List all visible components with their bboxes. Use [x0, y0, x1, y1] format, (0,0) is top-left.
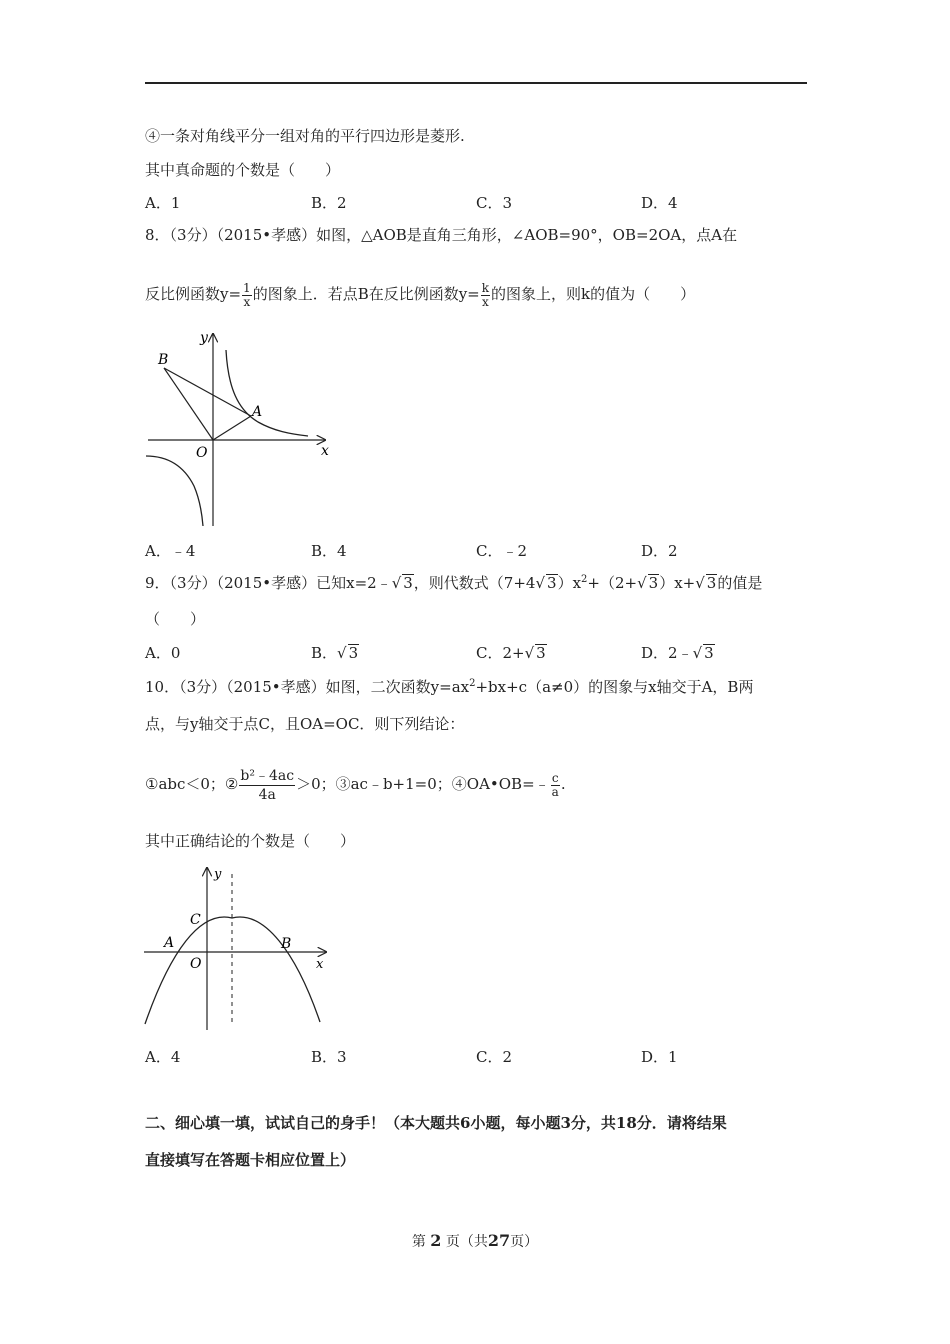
segment-ob [164, 368, 213, 440]
footer-text: 页） [510, 1234, 539, 1250]
q8-text-b: 的图象上．若点B在反比例函数y= [252, 285, 480, 303]
q10-conclusion-text-a: ①abc＜0；② [145, 775, 239, 793]
q10-option-b: B．3 [311, 1048, 347, 1066]
sqrt-sign: √ [391, 574, 402, 592]
superscript-2: 2 [581, 574, 588, 585]
label-x: x [321, 443, 329, 459]
q10-line1 [145, 677, 753, 697]
label-o: O [190, 956, 202, 972]
q8-line2 [145, 274, 695, 314]
frac-num: c [551, 770, 559, 785]
sqrt-sign: √ [524, 644, 535, 662]
sqrt-sign: √ [692, 644, 703, 662]
q10-option-c: C．2 [476, 1048, 513, 1066]
fraction-c-over-a [551, 772, 560, 799]
q10-figure [140, 862, 340, 1034]
superscript-2: 2 [469, 678, 476, 689]
q10-conclusion-text-b: ＞0；③ac﹣b+1=0；④OA•OB=﹣ [296, 775, 550, 793]
label-y: y [214, 867, 222, 882]
page-number: 2 [430, 1231, 442, 1250]
q8-text-c: 的图象上，则k的值为（ ） [491, 285, 696, 303]
option-label: B． [311, 644, 338, 662]
segment-oa [213, 416, 251, 440]
q7-item4: ④一条对角线平分一组对角的平行四边形是菱形. [145, 127, 465, 145]
sqrt-value: 3 [547, 574, 557, 592]
q10-conclusion-text-c: . [560, 775, 566, 793]
sqrt-value: 3 [704, 644, 714, 662]
sqrt-value: 3 [348, 644, 359, 662]
q9-text-3: ）x [557, 574, 582, 592]
q9-text-2: ，则代数式（7+4 [413, 574, 536, 592]
q8-text-a: 反比例函数y= [145, 285, 242, 303]
frac-den: 4a [258, 786, 276, 803]
label-b: B [281, 936, 292, 952]
q9-line2: （ ） [145, 610, 206, 628]
fraction-discriminant [239, 767, 295, 804]
label-a: A [252, 404, 263, 420]
fraction-1-over-x [242, 282, 252, 309]
q10-question: 其中正确结论的个数是（ ） [145, 832, 356, 850]
page-footer [0, 1231, 950, 1252]
header-rule [145, 82, 807, 84]
q8-option-c: C．﹣2 [476, 542, 528, 560]
q10-text-b: +bx+c（a≠0）的图象与x轴交于A，B两 [475, 678, 754, 696]
sqrt-sign: √ [637, 574, 647, 592]
sqrt-sign: √ [535, 574, 546, 592]
q9-line1 [145, 573, 762, 593]
label-o: O [196, 445, 208, 461]
q9-option-b [311, 643, 359, 663]
section2-heading-line1: 二、细心填一填，试试自己的身手！（本大题共6小题，每小题3分，共18分．请将结果 [145, 1114, 727, 1132]
q10-option-d: D．1 [641, 1048, 678, 1066]
q7-option-b: B．2 [311, 194, 347, 212]
q9-text-5: ）x+ [659, 574, 696, 592]
option-label: C．2+ [476, 644, 525, 662]
hyperbola-branch-left [146, 456, 203, 526]
q7-question: 其中真命题的个数是（ ） [145, 161, 341, 179]
section2-heading-line2: 直接填写在答题卡相应位置上） [145, 1151, 356, 1169]
q10-option-a: A．4 [145, 1048, 181, 1066]
sqrt-value: 3 [403, 574, 413, 592]
sqrt-sign: √ [695, 574, 705, 592]
frac-num: 1 [243, 280, 251, 295]
label-a: A [164, 935, 175, 951]
q9-text-4: +（2+ [587, 574, 638, 592]
q9-option-c [476, 643, 547, 663]
q10-line2: 点，与y轴交于点C，且OA=OC．则下列结论： [145, 715, 465, 733]
fraction-k-over-x [481, 282, 490, 309]
label-c: C [190, 912, 201, 928]
footer-text: 页（共 [445, 1234, 488, 1250]
option-label: D．2﹣ [641, 644, 693, 662]
q10-text-a: 10．（3分）（2015•孝感）如图，二次函数y=ax [145, 678, 470, 696]
frac-num: b²﹣4ac [240, 767, 295, 784]
q7-option-d: D．4 [641, 194, 678, 212]
frac-den: x [482, 294, 489, 309]
q9-text-1: 9．（3分）（2015•孝感）已知x=2﹣ [145, 574, 392, 592]
label-b: B [158, 352, 169, 368]
segment-ab [164, 368, 251, 416]
q8-line1: 8．（3分）（2015•孝感）如图，△AOB是直角三角形，∠AOB=90°，OB=2OA，点A在 [145, 226, 738, 244]
q7-option-a: A．1 [145, 194, 181, 212]
q10-conclusions [145, 762, 566, 806]
label-x: x [316, 957, 324, 972]
frac-den: a [551, 784, 559, 799]
q8-option-d: D．2 [641, 542, 678, 560]
q7-option-c: C．3 [476, 194, 513, 212]
q9-option-d [641, 643, 715, 663]
frac-den: x [243, 294, 251, 309]
sqrt-value: 3 [706, 574, 717, 592]
sqrt-value: 3 [536, 644, 546, 662]
q9-text-6: 的值是 [717, 574, 763, 592]
sqrt-sign: √ [337, 644, 347, 662]
label-y: y [200, 330, 208, 346]
q8-option-a: A．﹣4 [145, 542, 196, 560]
q8-figure [140, 328, 340, 533]
q9-option-a: A．0 [145, 644, 181, 662]
sqrt-value: 3 [648, 574, 659, 592]
total-pages: 27 [487, 1231, 511, 1250]
hyperbola-branch-right [226, 350, 308, 436]
footer-text: 第 [411, 1234, 426, 1250]
q8-option-b: B．4 [311, 542, 347, 560]
frac-num: k [481, 280, 490, 295]
